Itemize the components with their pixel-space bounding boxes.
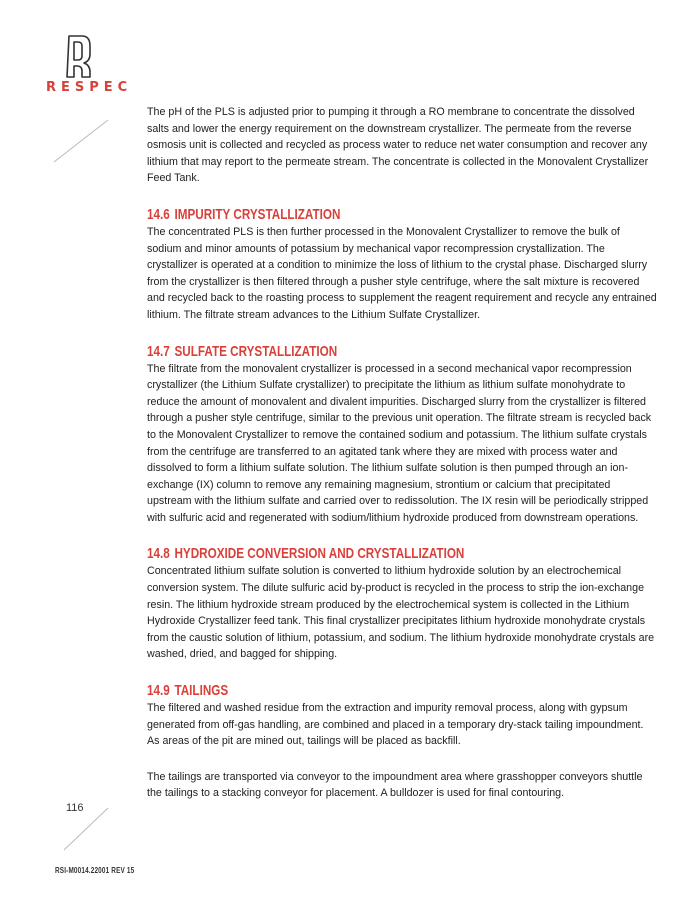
paragraph: The pH of the PLS is adjusted prior to pumping it through a RO membrane to concentrate the dissolved salts and lower the energy requirement on the downstream crystallizer. The permeate from the reverse osmosis unit is collected and recycled as process water to reduce net water consumption and recover any lithium that may report to the permeate stream. The concentrate is collected in the Monovalent Crystallizer Feed Tank.	[147, 106, 649, 185]
paragraph: Concentrated lithium sulfate solution is converted to lithium hydroxide solution by an electrochemical conversion system. The dilute sulfuric acid by-product is recycled in the process to strip the ion-exchange resin. The lithium hydroxide stream produced by the electrochemical system is collected in the Lithium Hydroxide Crystallizer feed tank. This final crystallizer precipitates lithium hydroxide monohydrate crystals from the caustic solution of lithium, potassium, and sodium. The lithium hydroxide monohydrate crystals are washed, dried, and bagged for shipping.	[147, 565, 655, 661]
respec-logo-icon	[46, 34, 110, 110]
section-heading: 14.7 SULFATE CRYSTALLIZATION	[147, 342, 338, 360]
respec-logo-text: RESPEC	[46, 80, 133, 95]
paragraph: The filtrate from the monovalent crystallizer is processed in a second mechanical vapor recompression crystallizer (the Lithium Sulfate crystallizer) to precipitate the lithium as lithium sulfate monohydrate to reduce the amount of monovalent and divalent impurities. Discharged slurry from the crystallizer is filtered through a pusher style centrifuge, similar to the previous unit operation. The filtrate stream is recycled back to the Monovalent Crystallizer to remove the contained sodium and potassium. The lithium sulfate crystals from the centrifuge are transferred to an agitated tank where they are mixed with process water and dissolved to form a lithium sulfate solution. The lithium sulfate solution is then pumped through an ion-exchange (IX) column to remove any remaining magnesium, strontium or calcium that precipitated upstream with the lithium sulfate and carried over to redissolution. The IX resin will be periodically stripped with sulfuric acid and regenerated with sodium/lithium hydroxide produced from downstream operations.	[147, 362, 652, 524]
paragraph: The filtered and washed residue from the extraction and impurity removal process, along with gypsum generated from off-gas handling, are combined and placed in a temporary dry-stack tailing impoundment. As areas of the pit are mined out, tailings will be placed as backfill.	[147, 702, 644, 748]
decorative-divider-top	[52, 118, 110, 164]
page-number: 116	[66, 802, 84, 814]
section-14-9	[147, 682, 657, 802]
document-code: RSI-M0014.22001 REV 15	[55, 866, 135, 875]
section-14-6	[147, 206, 657, 324]
section-heading: 14.6 IMPURITY CRYSTALLIZATION	[147, 205, 341, 223]
document-body	[147, 104, 657, 821]
section-14-8	[147, 545, 657, 663]
section-14-7	[147, 343, 657, 527]
section-heading: 14.8 HYDROXIDE CONVERSION AND CRYSTALLIZATION	[147, 545, 465, 563]
paragraph: The tailings are transported via conveyor to the impoundment area where grasshopper conveyors shuttle the tailings to a stacking conveyor for placement. A bulldozer is used for final contouring.	[147, 770, 643, 800]
paragraph: The concentrated PLS is then further processed in the Monovalent Crystallizer to remove the bulk of sodium and minor amounts of potassium by mechanical vapor recompression crystallization. The crystallizer is operated at a condition to minimize the loss of lithium to the crystal phase. Discharged slurry from the crystallizer is then filtered through a pusher style centrifuge, where the salt mixture is recovered and recycled back to the roasting process to supplement the reagent requirement and recycle any entrained lithium. The filtrate stream advances to the Lithium Sulfate Crystallizer.	[147, 225, 657, 321]
section-heading: 14.9 TAILINGS	[147, 682, 229, 700]
